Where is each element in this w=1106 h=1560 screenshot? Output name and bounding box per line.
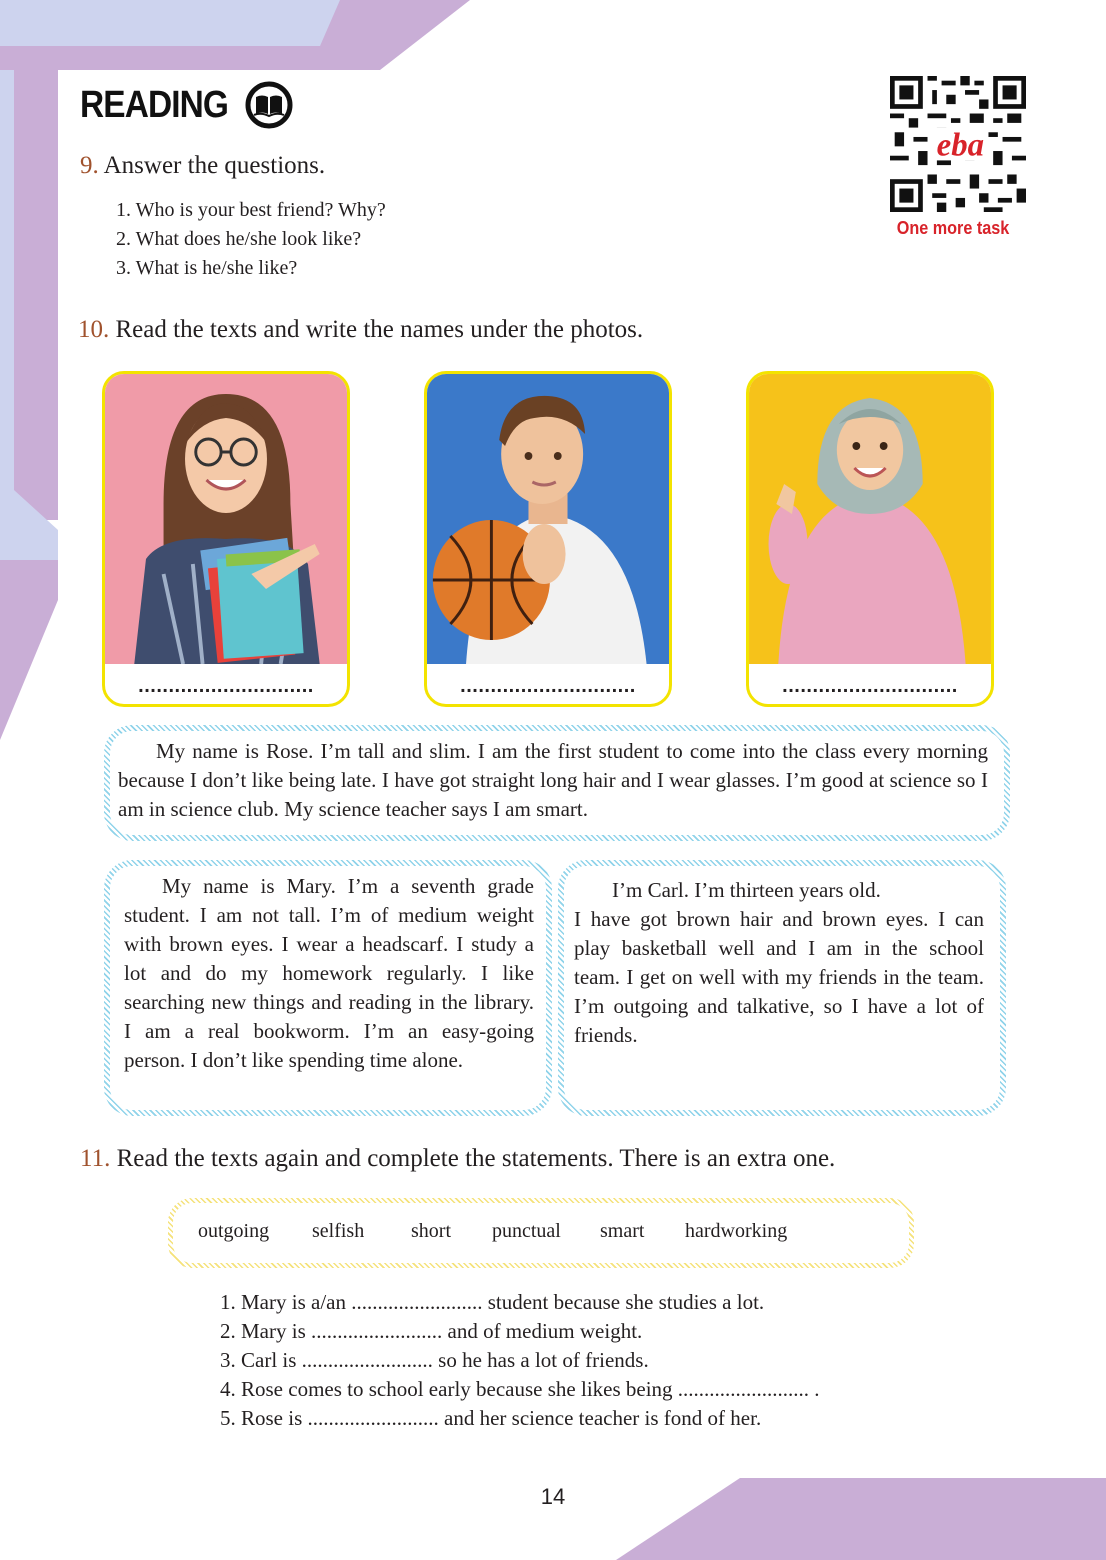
question-11 xyxy=(80,1145,835,1173)
question-number: 10. xyxy=(78,316,110,343)
question-prompt: Read the texts again and complete the statements. There is an extra one. xyxy=(116,1145,836,1172)
question-9 xyxy=(80,152,325,180)
name-blank[interactable]: ............................. xyxy=(782,675,958,697)
statement-5: 5. Rose is ......................... and her science teacher is fond of her. xyxy=(220,1406,762,1430)
text-carl: I have got brown hair and brown eyes. I can play basketball well and I am in the school team. I get on well with my friends in the team. I’m outgoing and talkative, so I have a lot of friends. xyxy=(574,907,984,1047)
name-blank[interactable]: ............................. xyxy=(460,675,636,697)
page-number: 14 xyxy=(540,1484,566,1509)
eba-logo: eba xyxy=(936,127,985,164)
qr-code[interactable] xyxy=(890,76,1026,212)
section-title: READING xyxy=(80,83,229,126)
word-short: short xyxy=(411,1220,451,1242)
text-rose: My name is Rose. I’m tall and slim. I am the first student to come into the class every morning because I don’t like being late. I have got straight long hair and I wear glasses. I’m good at science so I am in science club. My science teacher says I am smart. xyxy=(118,739,988,821)
statement-1: 1. Mary is a/an ......................... student because she studies a lot. xyxy=(220,1290,765,1314)
text-mary: My name is Mary. I’m a seventh grade student. I am not tall. I’m of medium weight with brown eyes. I wear a headscarf. I study a lot and do my homework regularly. I like searching new things and reading in the library. I am a real bookworm. I’m an easy-going person. I don’t like spending time alone. xyxy=(124,874,534,1072)
text-carl-line-1: I’m Carl. I’m thirteen years old. xyxy=(612,878,881,902)
word-punctual: punctual xyxy=(492,1220,561,1242)
open-book-icon xyxy=(244,80,294,130)
question-prompt: Answer the questions. xyxy=(103,152,326,179)
list-item: 3. What is he/she like? xyxy=(116,257,298,279)
word-smart: smart xyxy=(600,1220,645,1242)
photo-girl-headscarf xyxy=(749,374,991,664)
question-number: 11. xyxy=(80,1145,111,1172)
photo-card-2 xyxy=(424,371,672,707)
text-box-carl xyxy=(558,860,1006,1116)
statement-4: 4. Rose comes to school early because she likes being ......................... . xyxy=(220,1377,820,1401)
question-number: 9. xyxy=(80,152,99,179)
word-selfish: selfish xyxy=(312,1220,365,1242)
text-box-mary xyxy=(104,860,552,1116)
question-prompt: Read the texts and write the names under the photos. xyxy=(115,316,644,343)
word-outgoing: outgoing xyxy=(198,1220,270,1242)
text-box-rose xyxy=(104,725,1010,841)
statement-2: 2. Mary is ......................... and of medium weight. xyxy=(220,1319,643,1343)
photo-card-1 xyxy=(102,371,350,707)
photo-girl-glasses xyxy=(105,374,347,664)
list-item: 1. Who is your best friend? Why? xyxy=(116,199,386,221)
list-item: 2. What does he/she look like? xyxy=(116,228,362,250)
photo-card-3 xyxy=(746,371,994,707)
question-9-list xyxy=(116,196,386,283)
name-blank[interactable]: ............................. xyxy=(138,675,314,697)
photo-boy-basketball xyxy=(427,374,669,664)
question-10 xyxy=(78,316,643,344)
word-hardworking: hardworking xyxy=(685,1220,788,1242)
section-header xyxy=(80,80,294,130)
statement-3: 3. Carl is ......................... so he has a lot of friends. xyxy=(220,1348,649,1372)
qr-label: One more task xyxy=(896,218,1010,238)
word-bank xyxy=(168,1198,914,1268)
